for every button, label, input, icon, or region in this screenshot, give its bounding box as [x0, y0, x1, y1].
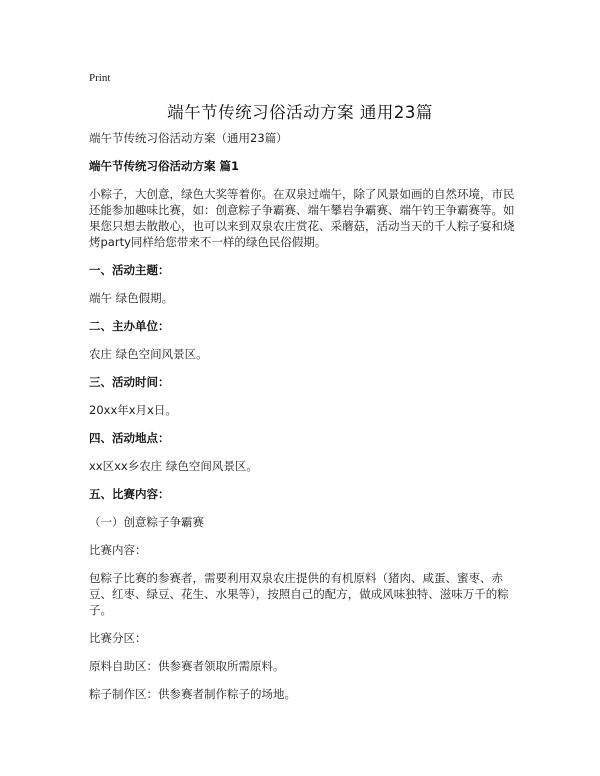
page-title: 端午节传统习俗活动方案 通用23篇: [167, 103, 433, 122]
paragraph-subtitle: 端午节传统习俗活动方案（通用23篇）: [89, 131, 288, 145]
paragraph-activity-location: xx区xx乡农庄 绿色空间风景区。: [89, 459, 258, 473]
section-heading-1: 端午节传统习俗活动方案 篇1: [89, 159, 240, 173]
paragraph-competition-detail: 包粽子比赛的参赛者，需要利用双泉农庄提供的有机原料（猪肉、咸蛋、蜜枣、赤豆、红枣、绿豆、花生、水果等），按照自己的配方，做成风味独特、滋味万千的粽子。: [89, 571, 509, 617]
paragraph-competition-label: 比赛内容：: [89, 543, 147, 557]
heading-competition-content: 五、比赛内容：: [89, 487, 170, 501]
paragraph-activity-time: 20xx年x月x日。: [89, 403, 177, 417]
heading-activity-location: 四、活动地点：: [89, 431, 170, 445]
paragraph-competition-1: （一）创意粽子争霸赛: [89, 515, 204, 529]
paragraph-zones-label: 比赛分区：: [89, 631, 147, 645]
paragraph-organizer: 农庄 绿色空间风景区。: [89, 347, 208, 361]
heading-activity-time: 三、活动时间：: [89, 375, 170, 389]
paragraph-zone-ingredients: 原料自助区：供参赛者领取所需原料。: [89, 659, 285, 673]
document-body: [89, 130, 517, 714]
heading-organizer: 二、主办单位：: [89, 319, 170, 333]
heading-activity-theme: 一、活动主题：: [89, 263, 170, 277]
print-link[interactable]: Print: [89, 72, 111, 84]
paragraph-zone-making: 粽子制作区：供参赛者制作粽子的场地。: [89, 687, 296, 701]
paragraph-intro: 小粽子，大创意，绿色大奖等着你。在双泉过端午，除了风景如画的自然环境，市民还能参加趣味比赛，如：创意粽子争霸赛、端午攀岩争霸赛、端午钓王争霸赛等。如果您只想去散散心，也可以来到双泉农庄赏花、采蘑菇，活动当天的千人粽子宴和烧烤party同样给您带来不一样的绿色民俗假期。: [89, 187, 515, 249]
paragraph-activity-theme: 端午 绿色假期。: [89, 291, 174, 305]
